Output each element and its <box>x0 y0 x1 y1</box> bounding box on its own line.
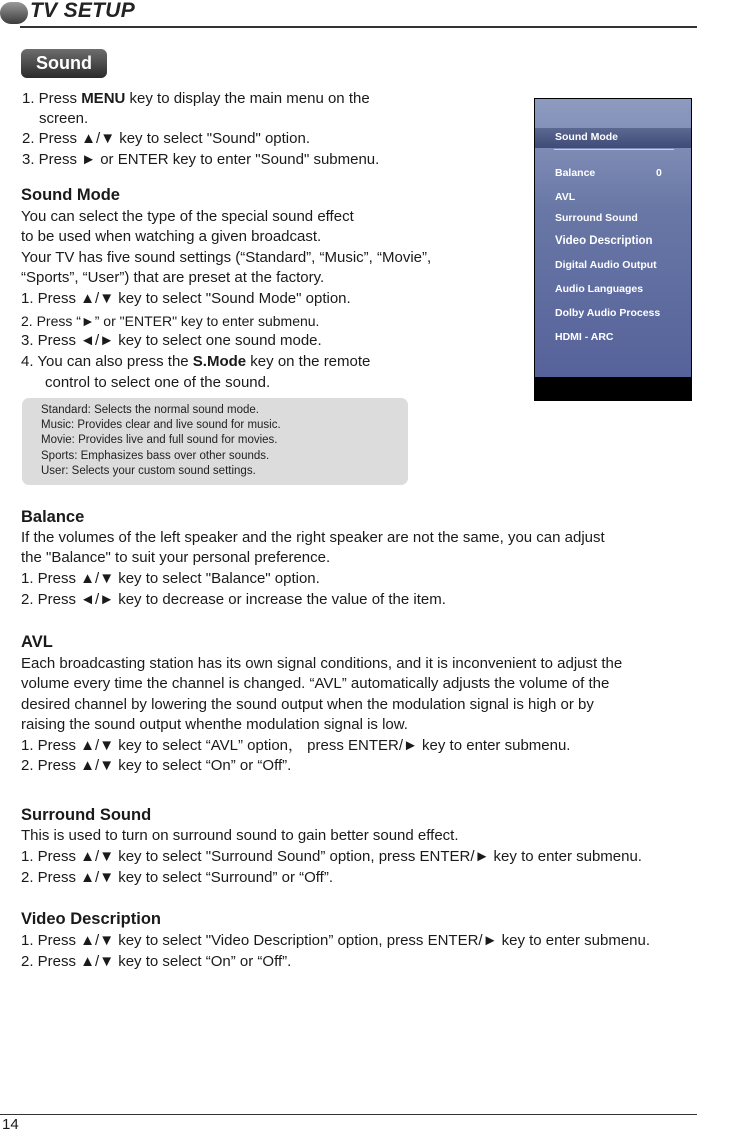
video-description-step: 1. Press ▲/▼ key to select "Video Description” option, press ENTER/► key to enter submenu. <box>21 932 651 949</box>
intro-step-2: 2. Press ▲/▼ key to select "Sound" option. <box>22 130 310 147</box>
sound-mode-line: to be used when watching a given broadcast. <box>21 228 322 245</box>
menu-item-balance-value: 0 <box>656 167 662 179</box>
video-description-heading: Video Description <box>21 910 161 928</box>
avl-step: 2. Press ▲/▼ key to select “On” or “Off”. <box>21 757 292 774</box>
menu-item-digital-audio-output: Digital Audio Output <box>555 259 657 271</box>
surround-heading: Surround Sound <box>21 806 152 824</box>
sound-mode-step: 2. Press “►” or "ENTER" key to enter submenu. <box>21 313 320 329</box>
menu-item-avl: AVL <box>555 191 576 203</box>
menu-item-dolby-audio-process: Dolby Audio Process <box>555 307 661 319</box>
balance-step: 2. Press ◄/► key to decrease or increase the value of the item. <box>21 591 446 608</box>
note-movie: Movie: Provides live and full sound for movies. <box>41 434 278 446</box>
header-divider <box>20 26 697 28</box>
menu-item-sound-mode: Sound Mode <box>555 131 618 143</box>
avl-line: volume every time the channel is changed. “AVL” automatically adjusts the volume of the <box>21 675 610 692</box>
avl-line: raising the sound output whenthe modulation signal is low. <box>21 716 408 733</box>
surround-step: 2. Press ▲/▼ key to select “Surround” or “Off”. <box>21 869 334 886</box>
intro-step-3: 3. Press ► or ENTER key to enter "Sound" submenu. <box>22 151 380 168</box>
menu-separator <box>554 149 674 150</box>
balance-heading: Balance <box>21 508 85 526</box>
note-sports: Sports: Emphasizes bass over other sounds. <box>41 450 270 462</box>
section-badge: Sound <box>21 49 107 78</box>
video-description-step: 2. Press ▲/▼ key to select “On” or “Off”. <box>21 953 292 970</box>
note-music: Music: Provides clear and live sound for music. <box>41 419 281 431</box>
sound-mode-step-4-cont: control to select one of the sound. <box>45 374 271 391</box>
balance-step: 1. Press ▲/▼ key to select "Balance" option. <box>21 570 320 587</box>
sound-mode-notes <box>22 398 408 485</box>
footer-divider <box>0 1114 697 1115</box>
intro-step-1: 1. Press MENU key to display the main menu on the <box>22 90 370 107</box>
sound-mode-step-4: 4. You can also press the S.Mode key on the remote <box>21 353 371 370</box>
menu-item-surround-sound: Surround Sound <box>555 212 638 224</box>
intro-step-1-cont: screen. <box>39 110 89 127</box>
sound-mode-line: Your TV has five sound settings (“Standard”, “Music”, “Movie”, <box>21 249 432 266</box>
sound-mode-heading: Sound Mode <box>21 186 120 204</box>
sound-mode-line: You can select the type of the special sound effect <box>21 208 354 225</box>
avl-line: Each broadcasting station has its own signal conditions, and it is inconvenient to adjust the <box>21 655 623 672</box>
page-title: TV SETUP <box>30 0 136 22</box>
sound-mode-step: 1. Press ▲/▼ key to select "Sound Mode" option. <box>21 290 351 307</box>
note-user: User: Selects your custom sound settings. <box>41 465 256 477</box>
surround-step: 1. Press ▲/▼ key to select "Surround Sound” option, press ENTER/► key to enter submenu. <box>21 848 642 865</box>
balance-line: If the volumes of the left speaker and the right speaker are not the same, you can adjust <box>21 529 605 546</box>
sound-mode-line: “Sports”, “User”) that are preset at the factory. <box>21 269 325 286</box>
sound-menu-screenshot <box>534 98 692 401</box>
page-number: 14 <box>2 1116 19 1133</box>
avl-heading: AVL <box>21 633 53 651</box>
header-icon <box>0 2 28 24</box>
surround-line: This is used to turn on surround sound to gain better sound effect. <box>21 827 459 844</box>
balance-line: the "Balance" to suit your personal preference. <box>21 549 331 566</box>
menu-item-audio-languages: Audio Languages <box>555 283 644 295</box>
menu-item-balance: Balance <box>555 167 596 179</box>
avl-line: desired channel by lowering the sound output when the modulation signal is high or by <box>21 696 594 713</box>
sound-mode-step: 3. Press ◄/► key to select one sound mode. <box>21 332 322 349</box>
note-standard: Standard: Selects the normal sound mode. <box>41 404 259 416</box>
avl-step: 1. Press ▲/▼ key to select “AVL” option， press ENTER/► key to enter submenu. <box>21 737 571 754</box>
menu-item-hdmi-arc: HDMI - ARC <box>555 331 614 343</box>
menu-item-video-description: Video Description <box>555 235 653 247</box>
